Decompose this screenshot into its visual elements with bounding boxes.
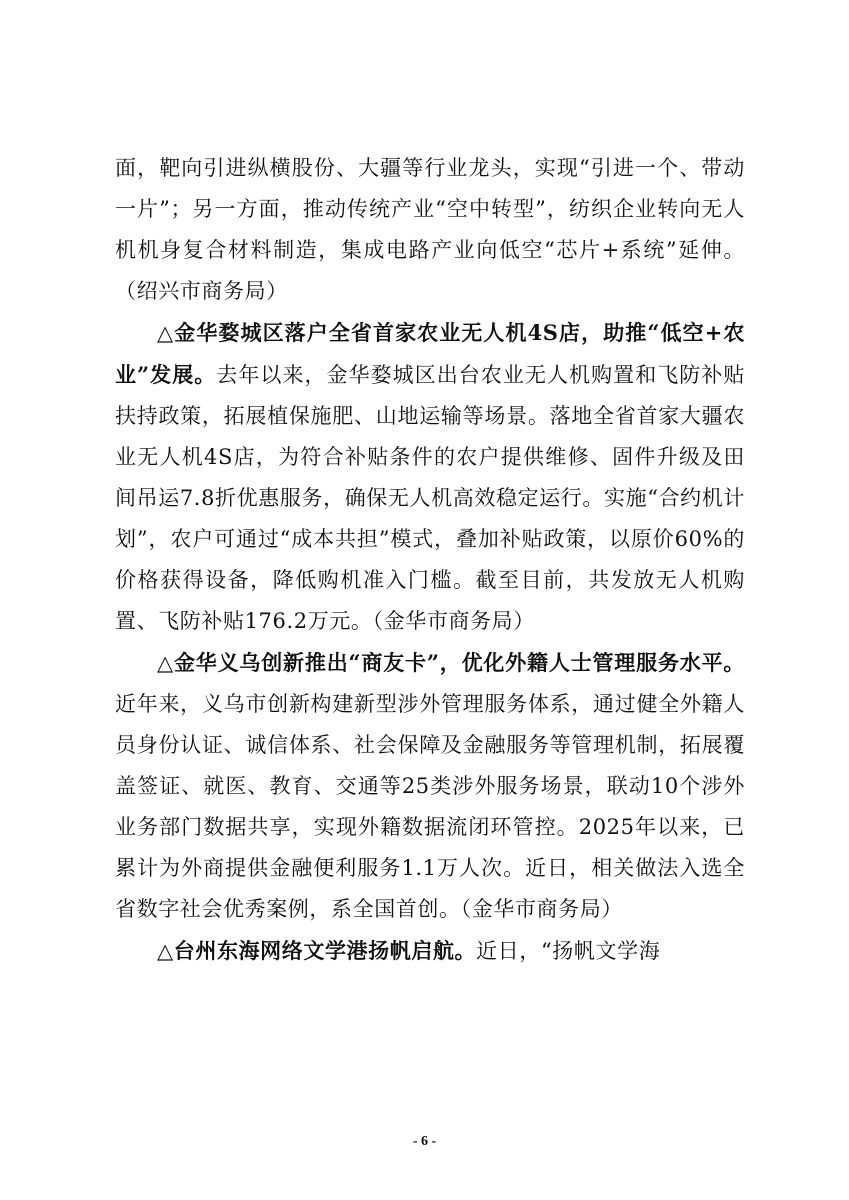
paragraph-body: 近年来，义乌市创新构建新型涉外管理服务体系，通过健全外籍人员身份认证、诚信体系、社会保障及金融服务等管理机制，拓展覆盖签证、就医、教育、交通等25类涉外服务场景，联动10个涉外业务部门数据共享，实现外籍数据流闭环管控。2025年以来，已累计为外商提供金融便利服务1.1万人次。近日，相关做法入选全省数字社会优秀案例，系全国首创。 [115, 692, 745, 921]
paragraph-shaoxing-continued [115, 148, 745, 312]
paragraph-source: （绍兴市商务局） [115, 279, 288, 303]
paragraph-jinhua-yiwu [115, 642, 745, 930]
page-number: - 6 - [412, 1134, 437, 1149]
paragraph-heading: △金华义乌创新推出“商友卡”，优化外籍人士管理服务水平。 [157, 650, 745, 675]
paragraph-heading: △金华婺城区落户全省首家农业无人机4S店，助推“低空+农业”发展。 [115, 320, 745, 387]
paragraph-source: （金华市商务局） [372, 609, 535, 633]
paragraph-jinhua-wucheng [115, 312, 745, 642]
document-body [115, 148, 745, 972]
paragraph-body: 面，靶向引进纵横股份、大疆等行业龙头，实现“引进一个、带动一片”；另一方面，推动传统产业“空中转型”，纺织企业转向无人机机身复合材料制造，集成电路产业向低空“芯片+系统”延伸。 [115, 156, 745, 262]
paragraph-taizhou [115, 930, 745, 972]
paragraph-body: 去年以来，金华婺城区出台农业无人机购置和飞防补贴扶持政策，拓展植保施肥、山地运输等场景。落地全省首家大疆农业无人机4S店，为符合补贴条件的农户提供维修、固件升级及田间吊运7.8折优惠服务，确保无人机高效稳定运行。实施“合约机计划”，农户可通过“成本共担”模式，叠加补贴政策，以原价60%的价格获得设备，降低购机准入门槛。截至目前，共发放无人机购置、飞防补贴176.2万元。 [115, 363, 745, 633]
paragraph-body: 近日，“扬帆文学海 [476, 939, 661, 963]
paragraph-source: （金华市商务局） [460, 897, 623, 921]
paragraph-heading: △台州东海网络文学港扬帆启航。 [157, 938, 477, 963]
